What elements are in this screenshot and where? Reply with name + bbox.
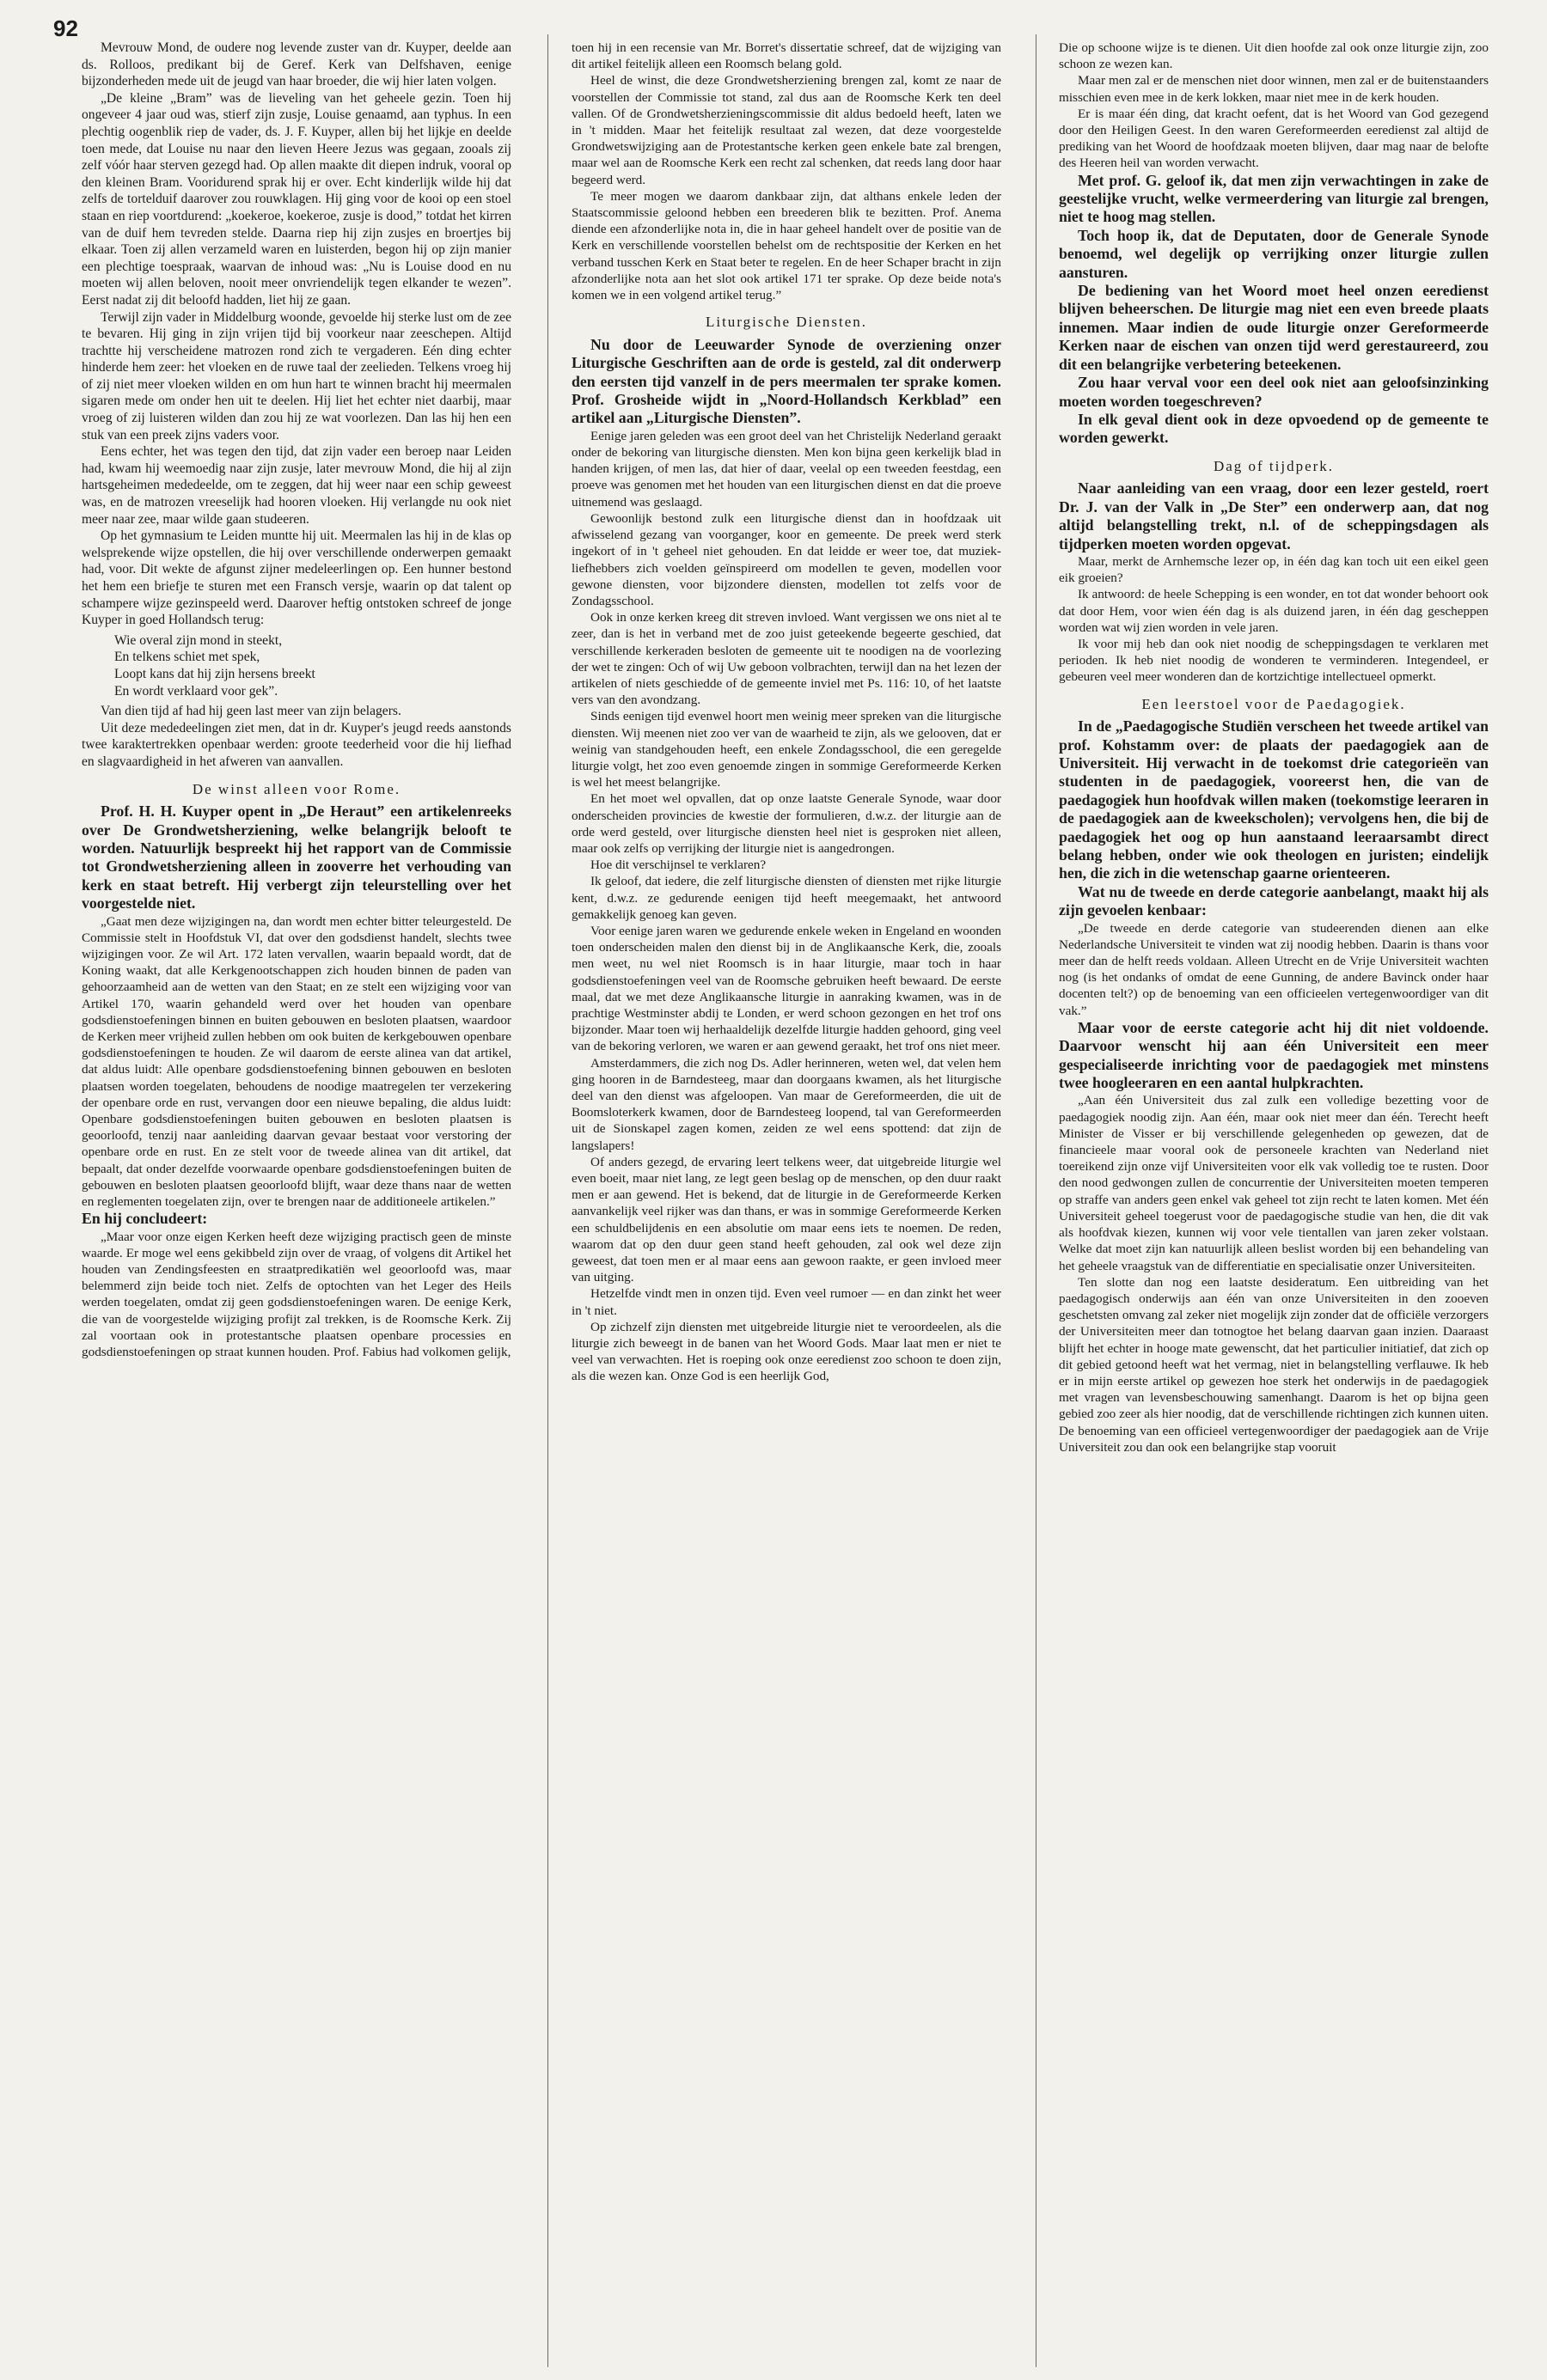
quote-paragraph: Eenige jaren geleden was een groot deel van het Christelijk Nederland geraakt onder de bekoring van liturgische diensten. Men kon bijna geen kerkelijk blad in handen krijgen, of men las, dat hier of daar, veelal op een tweeden feestdag, een proeve was genomen met het houden van een liturgischen dienst en dat die proeve uitnemend was geslaagd. [572, 428, 1001, 510]
lead-paragraph: Met prof. G. geloof ik, dat men zijn verwachtingen in zake de geestelijke vrucht, welke vermeerdering van liturgie zal brengen, niet te hoog mag stellen. [1059, 171, 1489, 226]
quote-paragraph: Maar, merkt de Arnhemsche lezer op, in één dag kan toch uit een eikel geen eik groeien? [1059, 553, 1489, 586]
quote-paragraph: Heel de winst, die deze Grondwetsherziening brengen zal, komt ze naar de voorstellen der Commissie tot stand, zal dus aan de Roomsche Kerk ten deel vallen. Of de Grondwetsherzieningscommissie dit aldus bedoeld heeft, laten we in 't midden. Maar het feitelijk resultaat zal wezen, dat deze voorgestelde Grondwetswijziging aan de Protestantsche kerken geen enkele bate zal brengen, maar wel aan de Roomsche Kerk een recht zal schenken, dat reeds lang door haar begeerd werd. [572, 73, 1001, 187]
quote-paragraph: Hetzelfde vindt men in onzen tijd. Even veel rumoer — en dan zinkt het weer in 't niet. [572, 1286, 1001, 1318]
section-heading: De winst alleen voor Rome. [192, 780, 401, 797]
quote-paragraph: Die op schoone wijze is te dienen. Uit dien hoofde zal ook onze liturgie zijn, zoo schoon ze wezen kan. [1059, 40, 1489, 72]
lead-paragraph: Naar aanleiding van een vraag, door een lezer gesteld, roert Dr. J. van der Valk in „De Ster” een onderwerp aan, dat nog altijd belangstelling trekt, n.l. of de scheppingsdagen als tijdperken moeten worden opgevat. [1059, 479, 1489, 552]
column-2 [572, 40, 1001, 2359]
quote-paragraph: Of anders gezegd, de ervaring leert telkens weer, dat uitgebreide liturgie wel even boeit, maar niet lang, ze legt geen beslag op de menschen, op den duur raakt men er aan gewend. Het is bekend, dat de liturgie in de Gereformeerde Kerken aanvankelijk veel rijker was dan thans, er was in sommige Gereformeerde Kerken een schuldbelijdenis en een absolutie om maar eens iets te noemen. De reden, waarom dat op den duur geen stand heeft gehouden, zal ook wel deze zijn geweest, dat toen men er al maar eens aan gewoon raakte, er geen invloed meer van uitging. [572, 1154, 1001, 1285]
quote-paragraph: toen hij in een recensie van Mr. Borret's dissertatie schreef, dat de wijziging van dit artikel feitelijk alleen een Roomsch belang gold. [572, 40, 1001, 72]
section-heading: Liturgische Diensten. [705, 314, 868, 331]
quote-paragraph: Ik antwoord: de heele Schepping is een wonder, en tot dat wonder behoort ook dat door Hem, voor wien één dag is als duizend jaren, in één dag gescheppen worden wat wij zien worden in vele jaren. [1059, 587, 1489, 635]
quote-paragraph: Er is maar één ding, dat kracht oefent, dat is het Woord van God gezegend door den Heiligen Geest. In den waren Gereformeerden eeredienst zal altijd de prediking van het Woord de hoofdzaak moeten blijven, daar mag naar de belofte des Heeren heil van worden verwacht. [1059, 106, 1489, 171]
section-heading: Een leerstoel voor de Paedagogiek. [1141, 695, 1406, 712]
lead-paragraph: Wat nu de tweede en derde categorie aanbelangt, maakt hij als zijn gevoelen kenbaar: [1059, 882, 1489, 919]
lead-paragraph: In de „Paedagogische Studiën verscheen het tweede artikel van prof. Kohstamm over: de plaats der paedagogiek aan de Universiteit. Hij verwacht in de toekomst drie categorieën van studenten in de paedagogiek, vooreerst hen, die van de paedagogiek hun hoofdvak willen maken (toekomstige leeraren in de paedagogiek aan de kweekscholen); vervolgens hen, die bij de paedagogiek het oog op hun aanstaand leeraarsambt direct belang hebben, onder wie ook theologen en juristen; eindelijk hen, die zich in die wetenschap gaarne orienteeren. [1059, 717, 1489, 882]
lead-paragraph: De bediening van het Woord moet heel onzen eeredienst blijven beheerschen. De liturgie mag niet een even breede plaats innemen. Maar indien de oude liturgie onzer Gereformeerde Kerken naar de eischen van onzen tijd werd gerestaureerd, zou dit een belangrijke verbetering beteekenen. [1059, 282, 1489, 373]
quote-paragraph: Gewoonlijk bestond zulk een liturgische dienst dan in hoofdzaak uit afwisselend gezang van voorganger, koor en gemeente. De preek werd sterk ingekort of in 't geheel niet gehouden. En dat leidde er weer toe, dat muziek-liefhebbers zich voelden geïnspireerd om modellen te geven, modellen voor gewone diensten, voor bijzondere diensten, modellen tot zelfs voor de Zondagsschool. [572, 510, 1001, 608]
poem-line: En wordt verklaard voor gek”. [114, 683, 278, 699]
paragraph: Van dien tijd af had hij geen last meer van zijn belagers. [101, 704, 401, 719]
column-rule [547, 34, 548, 2367]
quote-paragraph: Te meer mogen we daarom dankbaar zijn, dat althans enkele leden der Staatscommissie geloond hebben een breederen blik te bezitten. Prof. Anema diende een afzonderlijke nota in, die in haar geheel handelt over de positie van de Kerk en verschillende voorstellen behelst om de rechtspositie der Kerken en het verband tusschen Kerk en Staat beter te regelen. En de heer Schaper bracht in zijn afzonderlijke nota aan het slot ook artikel 171 ter sprake. Op deze beide nota's komen we in een volgend artikel terug.” [572, 188, 1001, 303]
quote-paragraph: Ook in onze kerken kreeg dit streven invloed. Want vergissen we ons niet al te zeer, dan is het in verband met de zoo juist geteekende begeerte geschied, dat verschillende kerkeraden besloten de gemeente uit te noodigen na de voorlezing der wet te zingen: Och of wij Uw geboon volbrachten, terwijl dan na het lezen der artikelen of niets geschiedde of de gemeente inviel met Ps. 116: 10, of het laatste vers van den avondzang. [572, 610, 1001, 708]
quote-paragraph: Voor eenige jaren waren we gedurende enkele weken in Engeland en woonden toen onderscheiden malen den dienst bij in de Anglikaansche Kerk, die, zooals men weet, nu wel niet Roomsch is in haar liturgie, maar toch in haar godsdienstoefeningen veel van de Roomsche gebruiken heeft bewaard. De eerste maal, dat we met deze Anglikaansche liturgie in aanraking kwamen, was in de prachtige Westminster abdij te Londen, er werd schoon gezongen en het trof ons bijzonder. Maar toen wij herhaaldelijk dezelfde liturgie hadden gehoord, ging veel van de bekoring verloren, we waren er aan gewend geraakt, het trof ons niet meer. [572, 923, 1001, 1054]
section-heading: Dag of tijdperk. [1213, 457, 1335, 474]
quote-paragraph: „Maar voor onze eigen Kerken heeft deze wijziging practisch geen de minste waarde. Er moge wel eens gekibbeld zijn over de vraag, of volgens dit Artikel het houden van Zendingsfeesten en straatpredikatiën wel geoorloofd was, maar belemmerd zijn beide toch niet. Zelfs de optochten van het Leger des Heils werden toegelaten, omdat zij geen godsdienstoefeningen waren. De eenige Kerk, die van de voorgestelde wijziging profijt zal trekken, is de Roomsche Kerk. Zij zal voortaan ook in protestantsche plaatsen openbare processies en godsdienstoefeningen op straat kunnen houden. Prof. Fabius had volkomen gelijk, [82, 1229, 511, 1360]
lead-paragraph: Toch hoop ik, dat de Deputaten, door de Generale Synode benoemd, wel degelijk op verrijking onzer liturgie zullen aansturen. [1059, 226, 1489, 281]
paragraph: Terwijl zijn vader in Middelburg woonde, gevoelde hij sterke lust om de zee te bevaren. Hij ging in zijn vrijen tijd bij voorkeur naar zeeschepen. Altijd trachtte hij verscheidene matrozen rond zich te vergaderen. Eén ding echter hinderde hem zeer: het vloeken en de ruwe taal der zeelieden. Telkens vroeg hij of zij niet meer vloeken wilden en om hun hart te winnen bracht hij meermalen sigaren mede om onder hen uit te deelen. Hij liet het echter niet daarbij, maar vroeg of zij luisteren wilden dan zou hij ze wat voorlezen. Dan las hij hen een stuk van een preek zijns vaders voor. [82, 309, 511, 442]
lead-paragraph: En hij concludeert: [82, 1210, 208, 1228]
quote-paragraph: Op zichzelf zijn diensten met uitgebreide liturgie niet te veroordeelen, als die liturgie zich beweegt in de banen van het Woord Gods. Maar laat men er niet te veel van verwachten. Het is roeping ook onze eeredienst zoo schoon te doen zijn, als die wezen kan. Onze God is een heerlijk God, [572, 1319, 1001, 1384]
column-1 [82, 40, 511, 2359]
paragraph: Eens echter, het was tegen den tijd, dat zijn vader een beroep naar Leiden had, kwam hij weemoedig naar zijn zusje, later mevrouw Mond, die hij al zijn hartsgeheimen mededeelde, om te zeggen, dat hij weer naar een schip geweest was, en de matrozen vreeselijk had hooren vloeken. Hij verlangde nu ook niet meer naar zee, maar wilde gaan studeeren. [82, 444, 511, 527]
poem [114, 632, 511, 699]
page-number: 92 [53, 15, 78, 41]
lead-paragraph: Prof. H. H. Kuyper opent in „De Heraut” een artikelenreeks over De Grondwetsherziening, welke belangrijk belooft te worden. Natuurlijk bespreekt hij het rapport van de Commissie tot Grondwetsherziening alleen in zooverre het verhouding van kerk en staat betreft. Hij verbergt zijn teleurstelling over het voorgestelde niet. [82, 802, 511, 912]
paragraph: Uit deze mededeelingen ziet men, dat in dr. Kuyper's jeugd reeds aanstonds twee karaktertrekken openbaar werden: groote teederheid voor die hij liefhad en slagvaardigheid in het afweren van aanvallen. [82, 720, 511, 769]
quote-paragraph: Ik voor mij heb dan ook niet noodig de scheppingsdagen te verklaren met perioden. Ik heb niet noodig de wonderen te verminderen. Integendeel, er gebeuren veel meer wonderen dan de kortzichtige intellectueel opmerkt. [1059, 636, 1489, 685]
lead-paragraph: Nu door de Leeuwarder Synode de overziening onzer Liturgische Geschriften aan de orde is gesteld, zal dit onderwerp den eersten tijd vanzelf in de pers meermalen ter sprake komen. Prof. Grosheide wijdt in „Noord-Hollandsch Kerkblad” een artikel aan „Liturgische Diensten”. [572, 335, 1001, 427]
quote-paragraph: Amsterdammers, die zich nog Ds. Adler herinneren, weten wel, dat velen hem ging hooren in de Barndesteeg, maar dan doorgaans kwamen, als het liturgische deel van den dienst was afgeloopen. Van maar de Gereformeerden, die uit de Boomsloterkerk kwamen, door de Barndesteeg loopend, tal van Gereformeerden uit de Sionskapel zagen komen, zeiden ze wel eens spottend: dat zijn de langslapers! [572, 1055, 1001, 1153]
quote-paragraph: Maar men zal er de menschen niet door winnen, men zal er de buitenstaanders misschien even mee in de kerk lokken, maar niet mee in de kerk houden. [1059, 73, 1489, 105]
quote-paragraph: Sinds eenigen tijd evenwel hoort men weinig meer spreken van die liturgische diensten. Wij meenen niet zoo ver van de waarheid te zijn, als we gelooven, dat er weinig van standgehouden heeft, een enkele Zondagsschool, die een geregelde liturgie volgt, het zoo even genoemde zingen in sommige Gereformeerde Kerken is wel het meest belangrijke. [572, 709, 1001, 790]
quote-paragraph: „De tweede en derde categorie van studeerenden dienen aan elke Nederlandsche Universiteit te vinden wat zij noodig hebben. Daarin is thans voor meer dan de helft reeds voldaan. Alleen Utrecht en de Vrije Universiteit wachten nog (is het ondanks of omdat de eene Gunning, de andere Bavinck onder haar docenten telt?) op de benoeming van een officieelen vertegenwoordiger van dit vak.” [1059, 920, 1489, 1018]
quote-paragraph: „Gaat men deze wijzigingen na, dan wordt men echter bitter teleurgesteld. De Commissie stelt in Hoofdstuk VI, dat over den godsdienst handelt, slechts twee wijzigingen voor. Ze wil Art. 172 laten vervallen, waarin bepaald wordt, dat de Koning waakt, dat alle Kerkgenootschappen zich houden binnen de paden van gehoorzaamheid aan de wetten van den Staat; en ze stelt een wijziging voor van Artikel 170, waarin gehandeld werd over het houden van openbare godsdienstoefeningen binnen en buiten gebouwen en besloten plaatsen, waardoor de Kerken meer vrijheid zullen hebben om ook buiten de kerkgebouwen openbare godsdienstoefeningen te houden. Ze wil daarom de eerste alinea van dat artikel, dat aldus luidt: Alle openbare godsdienstoefening binnen gebouwen en besloten plaatsen worden toegelaten, behoudens de noodige maatregelen ter verzekering der openbare orde en rust, vervangen door een nieuwe bepaling, die aldus luidt: Openbare godsdienstoefeningen buiten gebouwen en besloten plaatsen is geoorloofd, tenzij naar aanleiding daarvan gevaar bestaat voor verstoring der openbare orde en rust. En ze stelt voor de tweede alinea van dit artikel, dat bepaalt, dat onder dezelfde voorwaarde openbare godsdienstoefeningen buiten de gebouwen en besloten plaatsen geoorloofd blijft, waar deze thans naar de wetten en reglementen toegelaten zijn, over te brengen naar de additioneele artikelen.” [82, 913, 511, 1210]
paragraph: Mevrouw Mond, de oudere nog levende zuster van dr. Kuyper, deelde aan ds. Rolloos, predikant bij de Geref. Kerk van Delfshaven, eenige bijzonderheden mede uit de jeugd van haar broeder, die wij hier laten volgen. [82, 40, 511, 89]
poem-line: Loopt kans dat hij zijn hersens breekt [114, 666, 315, 681]
quote-paragraph: „Aan één Universiteit dus zal zulk een volledige bezetting voor de paedagogiek noodig zijn. Aan één, maar ook niet meer dan één. Terecht heeft Minister de Visser er bij verschillende gelegenheden op gewezen, dat de financieele maar vooral ook de personeele krachten van Nederland niet toereikend zijn onze vijf Universiteiten voor elk vak volledig toe te rusten. Door den nood gedwongen zullen de concurrentie der Universiteiten moeten temperen op straffe van anders geen enkel vak geheel tot zijn recht te laten komen. Met één Universiteit geheel toegerust voor de paedagogische studie van hen, die dit vak als hoofdvak kiezen, kunnen wij voor vele tientallen van jaren zeker volstaan. Welke dat moet zijn kan natuurlijk alleen beslist worden bij een behandeling van het geheele vraagstuk van de differentiatie en specialisatie onzer Universiteiten. [1059, 1093, 1489, 1273]
quote-paragraph: Hoe dit verschijnsel te verklaren? [590, 857, 767, 873]
paragraph: „De kleine „Bram” was de lieveling van het geheele gezin. Toen hij ongeveer 4 jaar oud was, stierf zijn zusje, Louise genaamd, aan typhus. In een plechtig oogenblik riep de vader, ds. J. F. Kuyper, allen bij het lijkje en deelde toen mede, dat Louise nu naar den lieven Heere Jezus was gegaan, zooals zij zelf vóór haar sterven gezegd had. Op allen maakte dit diepen indruk, vooral op den kleinen Bram. Vooridurend sprak hij er over. Echt kinderlijk wilde hij dat zelfs de tortelduif daarover zou rouwklagen. Hij ging voor de kooi op een stoel staan en riep voortdurend: „koekeroe, koekeroe, zusje is dood,” totdat het kirren van de duif hem tevreden stelde. Daarna riep hij zijn zusjes en broertjes bij elkaar. Toen zij allen verzameld waren en luisterden, begon hij op zijn manier een plechtige toespraak, waarvan de inhoud was: „Nu is Louise dood en nu moeten wij allen beloven, nooit meer onvriendelijk tegen elkander te wezen”. Eerst nadat zij dit beloofd hadden, liet hij ze gaan. [82, 90, 511, 308]
lead-paragraph: In elk geval dient ook in deze opvoedend op de gemeente te worden gewerkt. [1059, 410, 1489, 447]
quote-paragraph: Ten slotte dan nog een laatste desideratum. Een uitbreiding van het paedagogisch onderwijs aan één van onze Universiteiten in den zooeven geschetsten omvang zal zeker niet mogelijk zijn zonder dat de officiële verzorgers der Universiteiten meer dan totnogtoe het belang daarvan gaan inzien. Daaraast blijft het echter in hooge mate gewenscht, dat het particulier initiatief, dat zich op dit gebied getoond heeft wat het vermag, niet in belangstelling verflauwe. Ik heb er in mijn eerste artikel op gewezen hoe sterk het onderwijs in de paedagogiek met vragen van levensbeschouwing samenhangt. Daarom is het op bijna geen gebied zoo zeer als hier noodig, dat de verschillende richtingen zich kunnen uiten. De benoeming van een officieel vertegenwoordiger der paedagogiek aan de Vrije Universiteit zou dan ook een belangrijke stap vooruit [1059, 1274, 1489, 1455]
paragraph: Op het gymnasium te Leiden muntte hij uit. Meermalen las hij in de klas op welsprekende wijze opstellen, die hij over verschillende onderwerpen gemaakt had, voor. Dit wekte de afgunst zijner medeleerlingen op. Een hunner bestond het hem een briefje te sturen met een Fransch versje, waarin op dat talent op schampere wijze gezinspeeld werd. Daarover heftig ontstoken schreef de jonge Kuyper in goed Hollandsch terug: [82, 528, 511, 628]
quote-paragraph: En het moet wel opvallen, dat op onze laatste Generale Synode, waar door onderscheiden provincies de kwestie der formulieren, d.w.z. der liturgie aan de orde werd gesteld, over liturgische diensten heel niet is gesproken niet alleen, maar ook zelfs op verrijking der liturgie niet is aangedrongen. [572, 791, 1001, 856]
poem-line: En telkens schiet met spek, [114, 650, 260, 665]
lead-paragraph: Zou haar verval voor een deel ook niet aan geloofsinzinking moeten worden toegeschreven? [1059, 374, 1489, 410]
quote-paragraph: Ik geloof, dat iedere, die zelf liturgische diensten of diensten met rijke liturgie kent, d.w.z. ze gedurende eenigen tijd heeft meegemaakt, het antwoord gemakkelijk genoeg kan geven. [572, 874, 1001, 922]
poem-line: Wie overal zijn mond in steekt, [114, 632, 283, 648]
lead-paragraph: Maar voor de eerste categorie acht hij dit niet voldoende. Daarvoor wenscht hij aan één Universiteit een meer gespecialiseerde inrichting voor de paedagogiek met minstens twee hoogleeraren en een aantal hulpkrachten. [1059, 1018, 1489, 1092]
column-3 [1059, 40, 1489, 2359]
